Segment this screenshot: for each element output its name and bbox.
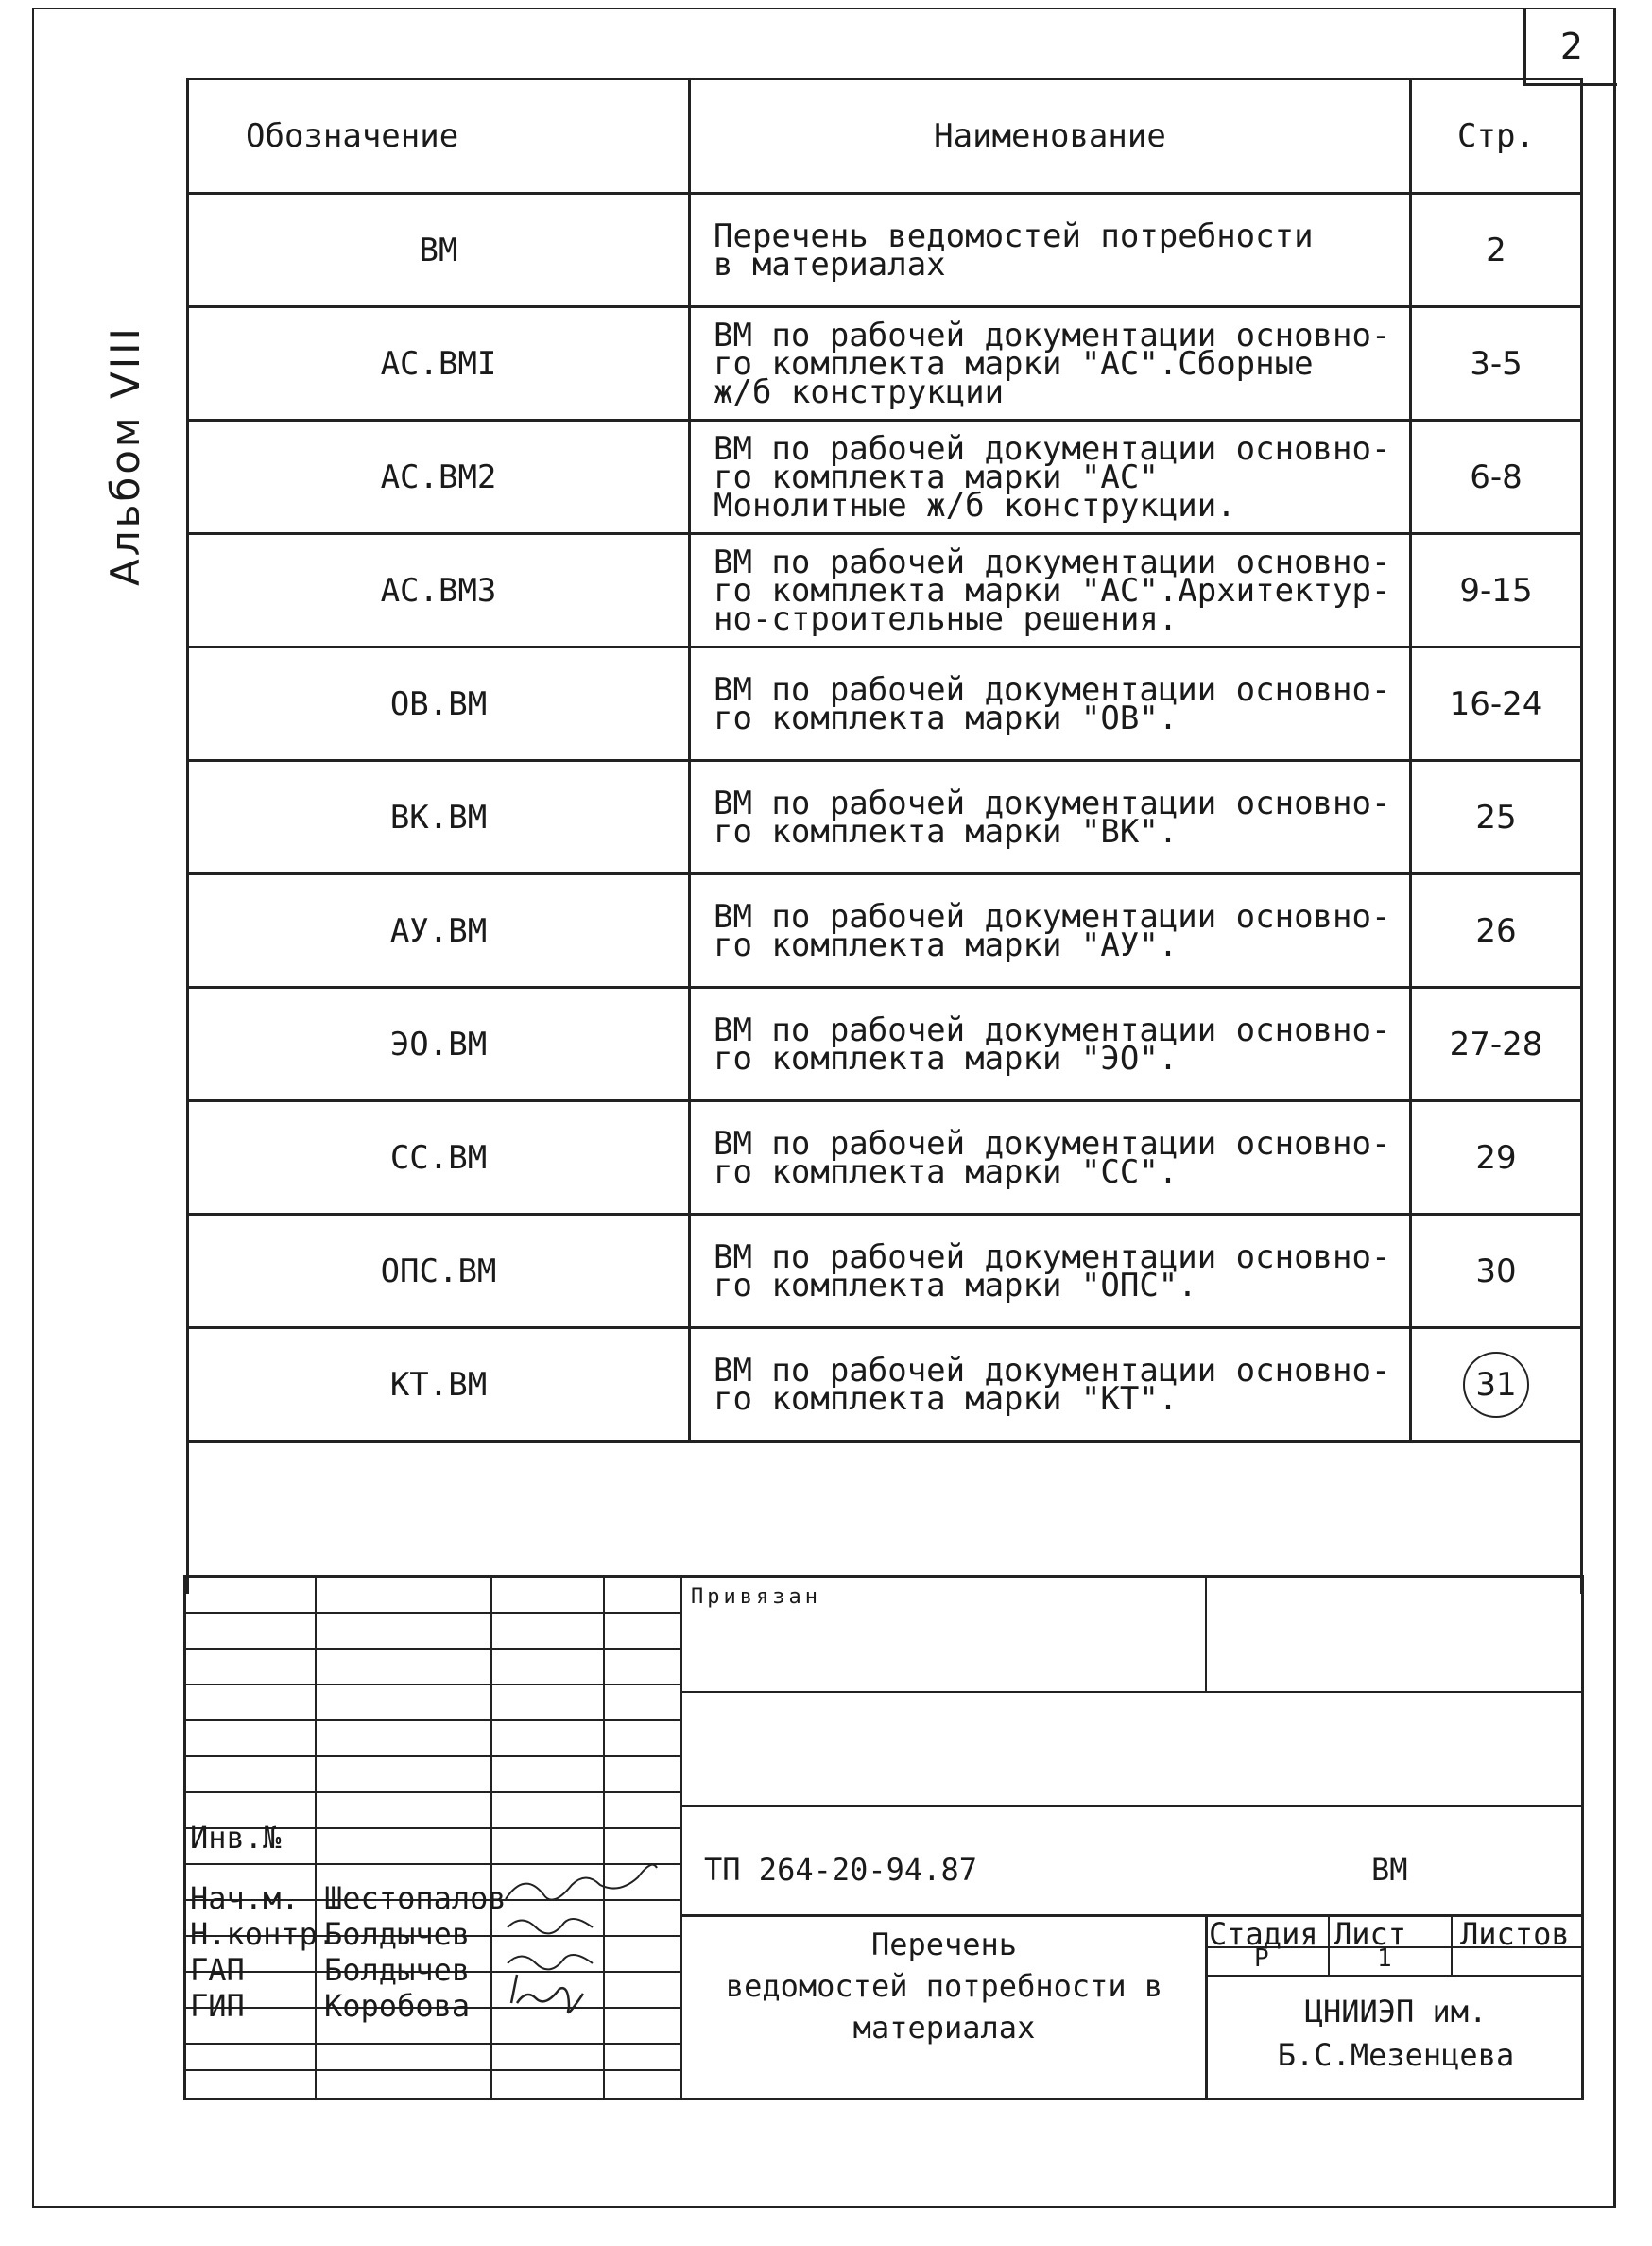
sheet-value: 1 [1377, 1944, 1392, 1973]
row-designation: СС.ВМ [188, 1101, 690, 1215]
row-page [1411, 988, 1582, 1101]
row-page-value: 9-15 [1459, 571, 1533, 610]
row-designation: ВК.ВМ [188, 761, 690, 874]
row-name [690, 534, 1411, 648]
row-name-line: ж/б конструкции [714, 372, 1005, 411]
role-name: Болдычев [324, 1952, 471, 1988]
table-row [188, 648, 1582, 761]
row-name [690, 307, 1411, 421]
table-row [188, 307, 1582, 421]
privyazan-label: Привязан [691, 1585, 821, 1609]
row-name [690, 1215, 1411, 1328]
row-designation: АС.ВМ3 [188, 534, 690, 648]
table-row [188, 988, 1582, 1101]
role-name: Коробова [324, 1988, 471, 2024]
signatures [498, 1861, 678, 2031]
header-designation: Обозначение [188, 79, 690, 194]
table-row [188, 421, 1582, 534]
row-designation: ОПС.ВМ [188, 1215, 690, 1328]
row-name-line: ВМ по рабочей документации основно- [714, 316, 1391, 354]
row-name-line: но-строительные решения. [714, 599, 1179, 638]
row-page-value: 27-28 [1449, 1025, 1543, 1063]
row-name-line: го комплекта марки "АС".Архитектур- [714, 571, 1391, 610]
row-name [690, 421, 1411, 534]
row-designation: АС.ВМ2 [188, 421, 690, 534]
header-page: Стр. [1411, 79, 1582, 194]
row-name-line: го комплекта марки "ВК". [714, 812, 1179, 851]
row-name [690, 874, 1411, 988]
table-row [188, 194, 1582, 307]
row-page-value: 31 [1463, 1352, 1529, 1418]
table-row [188, 1328, 1582, 1442]
row-name [690, 648, 1411, 761]
row-page-value: 25 [1475, 798, 1517, 837]
row-name-line: го комплекта марки "ОПС". [714, 1266, 1197, 1304]
contents-table [186, 78, 1583, 1594]
row-name [690, 194, 1411, 307]
row-name-line: го комплекта марки "АС" [714, 458, 1159, 496]
role-name: Шестопалов [324, 1880, 507, 1916]
row-page [1411, 761, 1582, 874]
row-name-line: ВМ по рабочей документации основно- [714, 1351, 1391, 1390]
row-page [1411, 1101, 1582, 1215]
header-name: Наименование [690, 79, 1411, 194]
row-name-line: в материалах [714, 245, 946, 284]
inv-label: Инв.№ [190, 1820, 282, 1856]
table-spacer [188, 1442, 1582, 1595]
table-row [188, 1101, 1582, 1215]
row-page [1411, 534, 1582, 648]
role-label: ГИП [190, 1988, 245, 2024]
row-page-value: 6-8 [1470, 458, 1523, 496]
row-name-line: ВМ по рабочей документации основно- [714, 429, 1391, 468]
sheet-label: Лист [1334, 1916, 1407, 1952]
row-designation: ОВ.ВМ [188, 648, 690, 761]
row-name-line: го комплекта марки "ЭО". [714, 1039, 1179, 1078]
table-row [188, 761, 1582, 874]
row-page [1411, 421, 1582, 534]
row-name-line: ВМ по рабочей документации основно- [714, 897, 1391, 936]
table-row [188, 1215, 1582, 1328]
table-header-row [188, 79, 1582, 194]
row-name-line: ВМ по рабочей документации основно- [714, 784, 1391, 822]
row-page-value: 3-5 [1470, 344, 1523, 383]
row-name-line: го комплекта марки "КТ". [714, 1379, 1179, 1418]
row-page [1411, 307, 1582, 421]
table-row [188, 534, 1582, 648]
row-designation: АУ.ВМ [188, 874, 690, 988]
row-page [1411, 1328, 1582, 1442]
stage-label: Стадия [1209, 1916, 1318, 1952]
row-page-value: 29 [1475, 1138, 1517, 1177]
row-page [1411, 874, 1582, 988]
row-page [1411, 1215, 1582, 1328]
row-name-line: ВМ по рабочей документации основно- [714, 1237, 1391, 1276]
row-name-line: ВМ по рабочей документации основно- [714, 670, 1391, 709]
row-designation: ВМ [188, 194, 690, 307]
role-label: Нач.м. [190, 1880, 300, 1916]
row-page-value: 30 [1475, 1252, 1517, 1290]
stage-value: Р [1254, 1944, 1269, 1973]
row-page-value: 2 [1486, 231, 1506, 269]
title-line: ведомостей потребности в [725, 1968, 1163, 2004]
row-name-line: го комплекта марки "АС".Сборные [714, 344, 1314, 383]
document-mark: ВМ [1371, 1852, 1408, 1888]
row-name [690, 1101, 1411, 1215]
row-page-value: 26 [1475, 911, 1517, 950]
row-page [1411, 648, 1582, 761]
title-line: Перечень [870, 1926, 1018, 1962]
row-name-line: ВМ по рабочей документации основно- [714, 1124, 1391, 1163]
organization [1216, 1990, 1575, 2077]
row-designation: АС.ВМI [188, 307, 690, 421]
row-designation: КТ.ВМ [188, 1328, 690, 1442]
row-name-line: Монолитные ж/б конструкции. [714, 486, 1236, 525]
table-row [188, 874, 1582, 988]
row-name-line: го комплекта марки "ОВ". [714, 699, 1179, 737]
role-name: Болдычев [324, 1916, 471, 1952]
row-name-line: ВМ по рабочей документации основно- [714, 1011, 1391, 1049]
document-code: ТП 264-20-94.87 [704, 1852, 977, 1888]
title-line: материалах [852, 2010, 1036, 2046]
role-label: Н.контр. [190, 1916, 336, 1952]
row-name-line: Перечень ведомостей потребности [714, 216, 1314, 255]
row-page [1411, 194, 1582, 307]
sheet-number: 2 [1523, 9, 1617, 86]
document-title [685, 1924, 1203, 2048]
row-name [690, 761, 1411, 874]
title-block [183, 1575, 1584, 2100]
row-name [690, 1328, 1411, 1442]
org-line: ЦНИИЭП им. [1304, 1994, 1488, 2030]
row-designation: ЭО.ВМ [188, 988, 690, 1101]
row-page-value: 16-24 [1449, 684, 1543, 723]
row-name-line: го комплекта марки "АУ". [714, 925, 1179, 964]
sheets-label: Листов [1460, 1916, 1570, 1952]
role-label: ГАП [190, 1952, 245, 1988]
org-line: Б.С.Мезенцева [1277, 2037, 1515, 2073]
album-label: Альбом VIII [102, 325, 148, 586]
row-name [690, 988, 1411, 1101]
row-name-line: го комплекта марки "СС". [714, 1152, 1179, 1191]
row-name-line: ВМ по рабочей документации основно- [714, 543, 1391, 581]
